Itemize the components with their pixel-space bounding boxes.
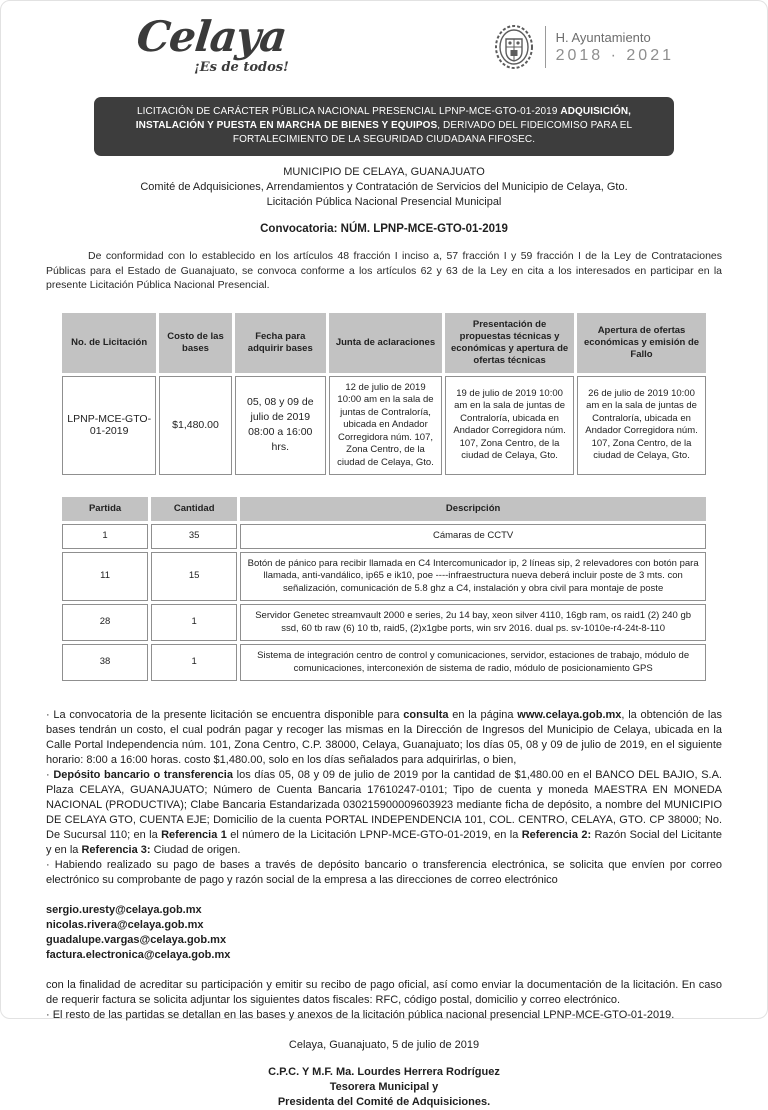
column-header-costo: Costo de las bases: [159, 313, 231, 373]
closing-text-block: [46, 978, 722, 1023]
p2-bold-deposito: Depósito bancario o transferencia: [53, 769, 233, 781]
banner-text-tail: , DERIVADO DEL FIDEICOMISO PARA EL FORTALECIMIENTO DE LA SEGURIDAD CIUDADANA FIFOSEC.: [232, 120, 633, 145]
p1-bold-consulta: consulta: [403, 709, 449, 721]
cell-partida: 38: [62, 644, 148, 681]
cell-cantidad: 15: [151, 552, 237, 602]
p1-text: · La convocatoria de la presente licitación se encuentra disponible para: [46, 709, 404, 721]
header-divider: [545, 26, 546, 68]
column-header-junta: Junta de aclaraciones: [329, 313, 442, 373]
cell-descripcion: Cámaras de CCTV: [240, 524, 706, 549]
p1-text: , la obtención de las bases tendrán un costo, el cual podrán pagar y recoger las mismas en la Dirección de Ingresos del Municipio de Celaya, ubicada en la Calle Portal Independencia núm. 101, Zona Centro, C.P. 38000, Celaya, Guanajuato; los días 05, 08 y 09 de julio de 2019, en el siguiente horario: 8:00 a 16:00 horas. costo $1,480.00, solo en los días señalados para adquirirlas, o bien,: [46, 709, 722, 766]
cell-costo: $1,480.00: [159, 376, 231, 476]
cell-descripcion: Servidor Genetec streamvault 2000 e series, 2u 14 bay, xeon silver 4110, 16gb ram, os raid1 (2) 240 gb ssd, 60 tb raw (6) 10 tb, raid5, (2)x1gbe ports, win srv 2016. dual ps. sv-1010e-r4-24t-8-110: [240, 604, 706, 641]
p2-bold-referencia1: Referencia 1: [161, 829, 227, 841]
municipio-line: MUNICIPIO DE CELAYA, GUANAJUATO: [283, 166, 485, 178]
cell-presentacion: 19 de julio de 2019 10:00 am en la sala de juntas de Contraloría, ubicada en Andador Corregidora núm. 107, Zona Centro, de la ciudad de Celaya, Gto.: [445, 376, 574, 476]
celaya-logo-tagline: ¡Es de todos!: [194, 60, 289, 75]
ayuntamiento-label: H. Ayuntamiento: [555, 29, 651, 45]
p1-text: en la página: [448, 709, 518, 721]
cell-partida: 1: [62, 524, 148, 549]
cell-partida: 28: [62, 604, 148, 641]
column-header-descripcion: Descripción: [240, 497, 706, 521]
licitacion-line: Licitación Pública Nacional Presencial Municipal: [266, 196, 502, 208]
city-seal-icon: [493, 23, 535, 71]
ayuntamiento-years: 2018 · 2021: [555, 46, 674, 64]
body-text-block: [46, 708, 722, 888]
column-header-licitacion: No. de Licitación: [62, 313, 156, 373]
p1-bold-url: www.celaya.gob.mx: [517, 709, 622, 721]
email-address: nicolas.rivera@celaya.gob.mx: [46, 919, 204, 931]
cell-licitacion-number: LPNP-MCE-GTO-01-2019: [62, 376, 156, 476]
items-header-row: [62, 497, 706, 521]
email-address: sergio.uresty@celaya.gob.mx: [46, 904, 202, 916]
convocatoria-line: [34, 223, 734, 235]
convocatoria-label: Convocatoria:: [260, 223, 341, 235]
column-header-partida: Partida: [62, 497, 148, 521]
email-address: factura.electronica@celaya.gob.mx: [46, 949, 231, 961]
column-header-presentacion: Presentación de propuestas técnicas y económicas y apertura de ofertas técnicas: [445, 313, 574, 373]
paragraph-pago: · Habiendo realizado su pago de bases a través de depósito bancario o transferencia electrónica, se solicita que envíen por correo electrónico su comprobante de pago y razón social de la empresa a las direcciones de correo electrónico: [46, 859, 722, 886]
paragraph-deposito: [46, 768, 722, 858]
email-address: guadalupe.vargas@celaya.gob.mx: [46, 934, 227, 946]
signatory-title-1: Tesorera Municipal y: [329, 1081, 439, 1093]
document-header: [34, 13, 734, 91]
cell-descripcion: Sistema de integración centro de control y comunicaciones, servidor, estaciones de trabajo, módulo de comunicaciones, interconexión de sistema de radio, módulo de posicionamiento GPS: [240, 644, 706, 681]
items-table: [59, 494, 709, 684]
banner-text-bold: ADQUISICIÓN, INSTALACIÓN Y PUESTA EN MARCHA DE BIENES Y EQUIPOS: [135, 106, 632, 131]
date-line: Celaya, Guanajuato, 5 de julio de 2019: [288, 1039, 480, 1051]
signatory-title-2: Presidenta del Comité de Adquisiciones.: [277, 1096, 491, 1108]
column-header-cantidad: Cantidad: [151, 497, 237, 521]
item-row: [62, 644, 706, 681]
schedule-data-row: [62, 376, 706, 476]
p2-bold-referencia2: Referencia 2:: [521, 829, 592, 841]
paragraph-resto-partidas: · El resto de las partidas se detallan en las bases y anexos de la licitación pública nacional presencial LPNP-MCE-GTO-01-2019.: [46, 1009, 675, 1021]
cell-cantidad: 1: [151, 644, 237, 681]
column-header-apertura: Apertura de ofertas económicas y emisión de Fallo: [577, 313, 706, 373]
celaya-logo-text: Celaya: [134, 12, 289, 61]
p2-text: Razón Social del Licitante y en la: [46, 829, 722, 856]
item-row: [62, 604, 706, 641]
legal-intro-paragraph: De conformidad con lo establecido en los artículos 48 fracción I inciso a, 57 fracción I y 59 fracción I de la Ley de Contrataciones Públicas para el Estado de Guanajuato, se convoca conforme a los artículos 62 y 63 de la Ley en cita a los interesados en participar en la presente Licitación Pública Nacional Presencial.: [46, 250, 722, 291]
column-header-fecha: Fecha para adquirir bases: [235, 313, 326, 373]
item-row: [62, 524, 706, 549]
signature-block: [34, 1065, 734, 1110]
cell-cantidad: 35: [151, 524, 237, 549]
banner-text: LICITACIÓN DE CARÁCTER PÚBLICA NACIONAL PRESENCIAL LPNP-MCE-GTO-01-2019: [136, 106, 561, 117]
cell-apertura: 26 de julio de 2019 10:00 am en la sala de juntas de Contraloría, ubicada en Andador Corregidora núm. 107, Zona Centro, de la ciudad de Celaya, Gto.: [577, 376, 706, 476]
p2-text: los días 05, 08 y 09 de julio de 2019 por la cantidad de $1,480.00 en el BANCO DEL BAJIO, S.A. Plaza CELAYA, GUANAJUATO; Número de Cuenta Bancaria 17610247-0101; Tipo de cuenta y moneda MAESTRA EN MONEDA NACIONAL (PRODUCTIVA); Clabe Bancaria Estandarizada 030215900009603923 mediante ficha de depósito, a nombre del MUNICIPIO DE CELAYA GTO, CUENTA EJE; Domicilio de la cuenta PORTAL INDEPENDENCIA 101, COL. CENTRO, CELAYA, GTO. CP 38000; No. De Sucursal 110; en la: [46, 769, 722, 841]
signatory-name: C.P.C. Y M.F. Ma. Lourdes Herrera Rodríguez: [268, 1066, 500, 1078]
cell-fecha: 05, 08 y 09 de julio de 2019 08:00 a 16:00 hrs.: [235, 376, 326, 476]
p2-text: ·: [46, 769, 54, 781]
cell-cantidad: 1: [151, 604, 237, 641]
p2-text: el número de la Licitación LPNP-MCE-GTO-01-2019, en la: [226, 829, 522, 841]
comite-line: Comité de Adquisiciones, Arrendamientos y Contratación de Servicios del Municipio de Celaya, Gto.: [140, 181, 628, 193]
email-list: [46, 903, 722, 963]
paragraph-consulta: [46, 708, 722, 768]
celaya-logo: [134, 12, 289, 75]
schedule-table: [59, 310, 709, 479]
p2-bold-referencia3: Referencia 3:: [81, 844, 151, 856]
cell-descripcion: Botón de pánico para recibir llamada en C4 Intercomunicador ip, 2 líneas sip, 2 relevadores con botón para llamada, anti-vandálico, ip65 e ik10, poe ----infraestructura nueva deberá incluir poste de 3 mts. con señalización, comunicación de 5.8 ghz a C4, instalación y obra civil para montaje de poste: [240, 552, 706, 602]
licitacion-title-banner: [94, 97, 674, 156]
paragraph-finalidad: con la finalidad de acreditar su participación y emitir su recibo de pago oficial, así como enviar la documentación de la licitación. En caso de requerir factura se solicita adjuntar los siguientes datos fiscales: RFC, código postal, domicilio y correo electrónico.: [46, 979, 722, 1006]
item-row: [62, 552, 706, 602]
intro-block: [34, 165, 734, 210]
cell-junta: 12 de julio de 2019 10:00 am en la sala de juntas de Contraloría, ubicada en Andador Corregidora núm. 107, Zona Centro, de la ciudad de Celaya, Gto.: [329, 376, 442, 476]
schedule-header-row: [62, 313, 706, 373]
p2-text: Ciudad de origen.: [150, 844, 241, 856]
convocatoria-number: NÚM. LPNP-MCE-GTO-01-2019: [340, 223, 508, 235]
ayuntamiento-block: [493, 23, 674, 71]
cell-partida: 11: [62, 552, 148, 602]
